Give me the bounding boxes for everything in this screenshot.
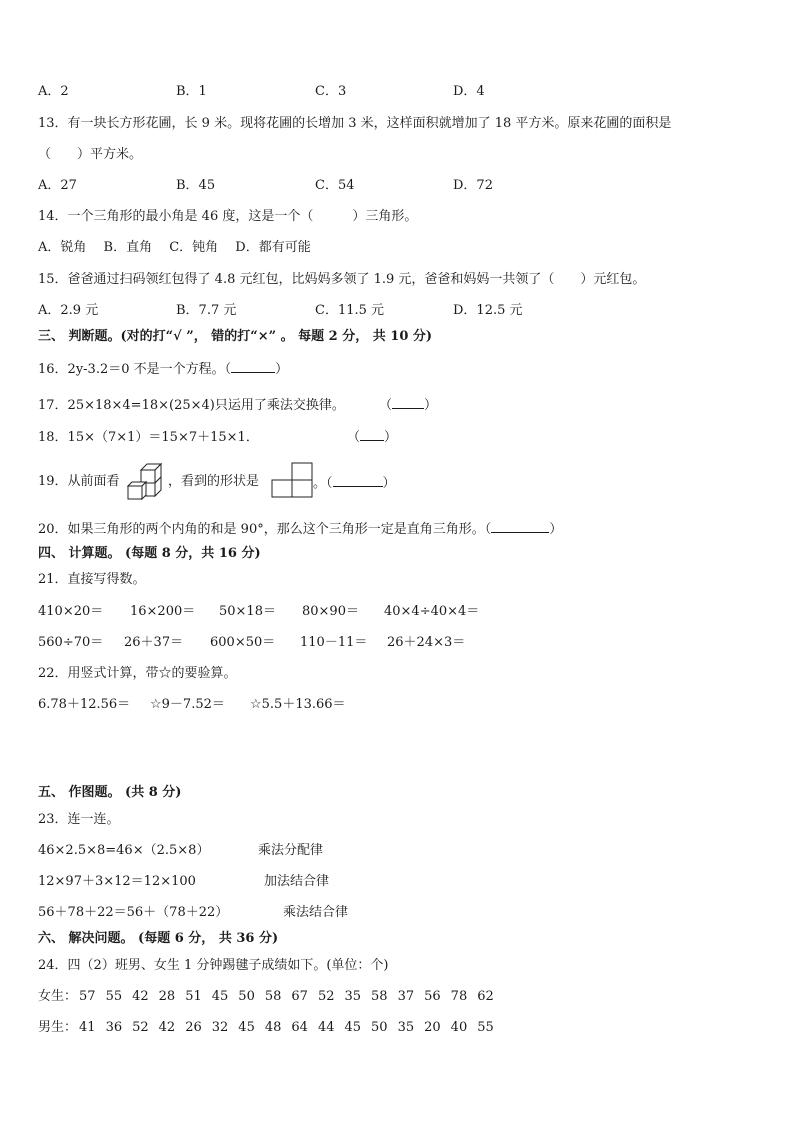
q12-option-b: B．1 [176,84,207,99]
boys-score: 20 [424,1020,441,1035]
boys-score: 52 [132,1020,149,1035]
q17-answer-blank[interactable] [392,395,424,409]
girls-score: 37 [397,989,415,1004]
q17-close: ） [424,398,438,413]
q21-item: 600×50＝ [210,635,276,650]
girls-score: 50 [238,989,255,1004]
section-3-heading: 三、 判断题。(对的打“√ ”， 错的打“×” 。 每题 2 分， 共 10 分) [38,329,433,344]
boys-score: 36 [105,1020,123,1035]
q13-option-d: D．72 [453,178,493,193]
boys-score: 42 [158,1020,176,1035]
girls-score: 28 [158,989,176,1004]
q13-question-cont: （ ）平方米。 [38,147,143,162]
girls-score: 51 [185,989,202,1004]
q21-item: 26＋37＝ [124,635,184,650]
boys-score: 45 [344,1020,362,1035]
q18-open: （ [346,430,360,445]
q21-item: 560÷70＝ [38,635,104,650]
q20-close: ） [549,522,563,537]
q15-option-d: D．12.5 元 [453,303,523,318]
girls-score: 58 [371,989,388,1004]
q20-text: 20．如果三角形的两个内角的和是 90°，那么这个三角形一定是直角三角形。（ [38,522,492,537]
section-6-heading: 六、 解决问题。 (每题 6 分， 共 36 分) [38,931,279,946]
boys-score: 32 [211,1020,229,1035]
girls-score: 56 [424,989,441,1004]
q21-question: 21．直接写得数。 [38,572,146,587]
boys-label: 男生： [38,1020,78,1035]
q21-item: 40×4÷40×4＝ [384,604,480,619]
q16-question [38,359,288,379]
q19-answer-blank[interactable] [333,473,383,487]
q23-expression: 56＋78＋22＝56＋（78＋22） [38,905,229,920]
q16-text: 16．2y-3.2＝0 不是一个方程。（ [38,362,232,377]
girls-score: 57 [79,989,96,1004]
q23-question: 23．连一连。 [38,812,120,827]
boys-score: 48 [264,1020,282,1035]
q20-question [38,519,562,539]
q16-answer-blank[interactable] [231,359,275,373]
q23-law[interactable]: 乘法结合律 [283,905,349,920]
q13-option-b: B．45 [176,178,216,193]
girls-score: 78 [450,989,468,1004]
q20-answer-blank[interactable] [491,519,549,533]
q15-option-b: B．7.7 元 [176,303,237,318]
q21-item: 410×20＝ [38,604,104,619]
q15-question: 15．爸爸通过扫码领红包得了 4.8 元红包，比妈妈多领了 1.9 元，爸爸和妈妈一共领了（ ）元红包。 [38,272,646,287]
q18-text: 18．15×（7×1）＝15×7＋15×1． [38,430,259,445]
q23-law[interactable]: 乘法分配律 [258,843,324,858]
girls-score: 35 [344,989,362,1004]
q21-item: 110－11＝ [300,635,368,650]
section-5-heading: 五、 作图题。 (共 8 分) [38,785,182,800]
girls-label: 女生： [38,989,78,1004]
q13-option-a: A．27 [38,178,77,193]
q23-expression: 46×2.5×8=46×（2.5×8） [38,843,210,858]
q18-answer-blank[interactable] [360,427,384,441]
boys-score: 41 [79,1020,96,1035]
q24-boys-row [38,1019,504,1037]
front-view-shape [271,462,313,498]
q22-item: ☆5.5＋13.66＝ [250,697,346,712]
q12-option-d: D．4 [453,84,485,99]
q14-question: 14．一个三角形的最小角是 46 度，这是一个（ ）三角形。 [38,209,418,224]
boys-score: 40 [450,1020,468,1035]
q19-text-a: 19．从前面看 [38,474,120,489]
q19-text-c: 。（ [313,476,333,491]
girls-score: 52 [317,989,335,1004]
q19-close: ） [382,476,396,491]
boys-score: 35 [397,1020,415,1035]
section-4-heading: 四、 计算题。 (每题 8 分，共 16 分) [38,546,261,561]
boys-score: 26 [185,1020,202,1035]
boys-score: 55 [477,1020,494,1035]
q21-item: 80×90＝ [302,604,359,619]
boys-score: 44 [317,1020,335,1035]
girls-score: 58 [264,989,282,1004]
q18-close: ） [383,430,397,445]
q21-item: 16×200＝ [130,604,196,619]
q24-girls-row [38,988,504,1006]
cube-stack-figure [124,462,164,500]
boys-score: 45 [238,1020,255,1035]
q12-option-a: A．2 [38,84,69,99]
girls-score: 62 [477,989,494,1004]
boys-score: 50 [371,1020,388,1035]
q19-text-b: ，看到的形状是 [168,474,260,489]
q22-question: 22．用竖式计算，带☆的要验算。 [38,666,237,681]
girls-score: 42 [132,989,149,1004]
q14-options: A．锐角 B．直角 C．钝角 D．都有可能 [38,240,311,255]
boys-score: 64 [291,1020,308,1035]
q23-law[interactable]: 加法结合律 [264,874,330,889]
q21-item: 26＋24×3＝ [387,635,466,650]
girls-score: 45 [211,989,229,1004]
q22-item: 6.78＋12.56＝ [38,697,131,712]
q13-question: 13．有一块长方形花圃，长 9 米。现将花圃的长增加 3 米，这样面积就增加了 18 平方米。原来花圃的面积是 [38,116,672,131]
q13-option-c: C．54 [315,178,355,193]
q21-item: 50×18＝ [219,604,276,619]
q17-text: 17．25×18×4=18×(25×4)只运用了乘法交换律。 [38,398,345,413]
q18-question [38,427,397,447]
q17-question [38,395,437,415]
q12-option-c: C．3 [315,84,347,99]
q15-option-c: C．11.5 元 [315,303,385,318]
q22-item: ☆9－7.52＝ [150,697,225,712]
q17-open: （ [379,398,393,413]
girls-score: 55 [105,989,123,1004]
q16-close: ） [275,362,289,377]
q23-expression: 12×97＋3×12＝12×100 [38,874,196,889]
q24-question: 24．四（2）班男、女生 1 分钟踢毽子成绩如下。(单位：个) [38,958,389,973]
girls-score: 67 [291,989,308,1004]
q15-option-a: A．2.9 元 [38,303,99,318]
